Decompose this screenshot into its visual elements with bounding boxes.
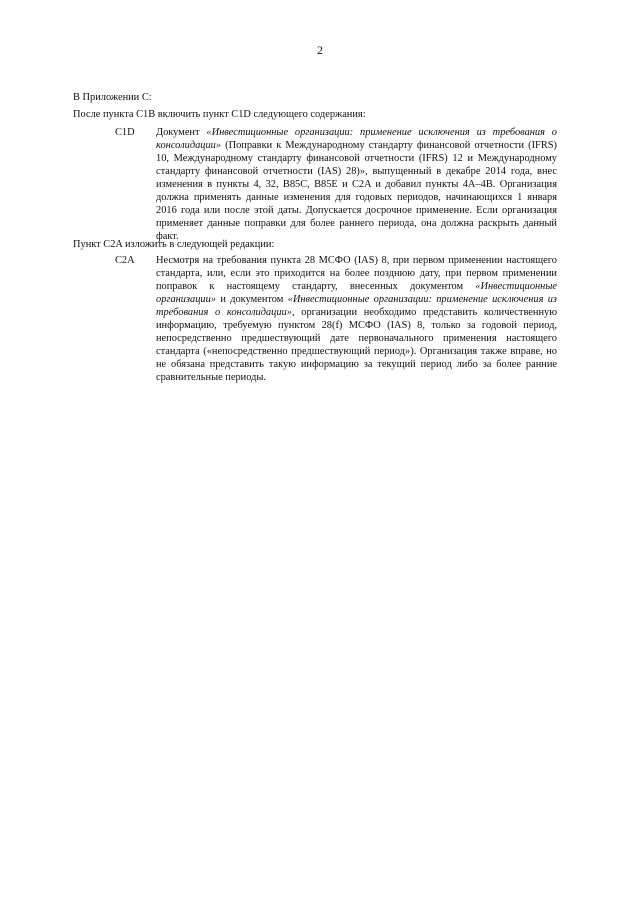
paragraph-number: C1D: [115, 127, 135, 138]
paragraph-number: C2A: [115, 255, 135, 266]
text-run: (Поправки к Международному стандарту финансовой отчетности (IFRS) 10, Международному стандарту финансовой отчетности (IFRS) 12 и Международному стандарту финансовой отчетности (IAS) 28)», выпущенный в декабре 2014 года, внес изменения в пункты 4, 32, B85C, B85E и C2A и добавил пункты 4A–4B. Организация должна применять данные изменения для годовых периодов, начинающихся 1 января 2016 года или после этой даты. Допускается досрочное применение. Если организация применяет данные поправки для более раннего периода, она должна раскрыть данный факт.: [156, 140, 557, 242]
text-run: и документом: [216, 294, 288, 305]
paragraph-body: [156, 126, 557, 243]
appendix-heading: В Приложении C:: [73, 92, 152, 103]
document-title: «Инвестиционные организации: применение исключения из требования о консолидации»: [156, 294, 557, 318]
page-number: 2: [317, 43, 323, 57]
text-run: Документ: [156, 127, 207, 138]
text-run: Несмотря на требования пункта 28 МСФО (IAS) 8, при первом применении настоящего стандарта, или, если это приходится на более позднюю дату, при первом применении поправок к настоящему стандарту, внесенных документом: [156, 255, 557, 292]
document-title: «Инвестиционные организации»: [156, 281, 557, 305]
text-run: , организации необходимо представить количественную информацию, требуемую пунктом 28(f) МСФО (IAS) 8, только за годовой период, непосредственно предшествующий дате первоначального применения настоящего стандарта («непосредственно предшествующий период»). Организация также вправе, но не обязана представить такую информацию за текущий период либо за более ранние сравнительные периоды.: [156, 307, 557, 383]
document-title: «Инвестиционные организации: применение исключения из требования о консолидации»: [156, 127, 557, 151]
instruction-insert-c1d: После пункта C1B включить пункт C1D следующего содержания:: [73, 109, 366, 120]
instruction-replace-c2a: Пункт C2A изложить в следующей редакции:: [73, 239, 275, 250]
paragraph-body: [156, 254, 557, 384]
